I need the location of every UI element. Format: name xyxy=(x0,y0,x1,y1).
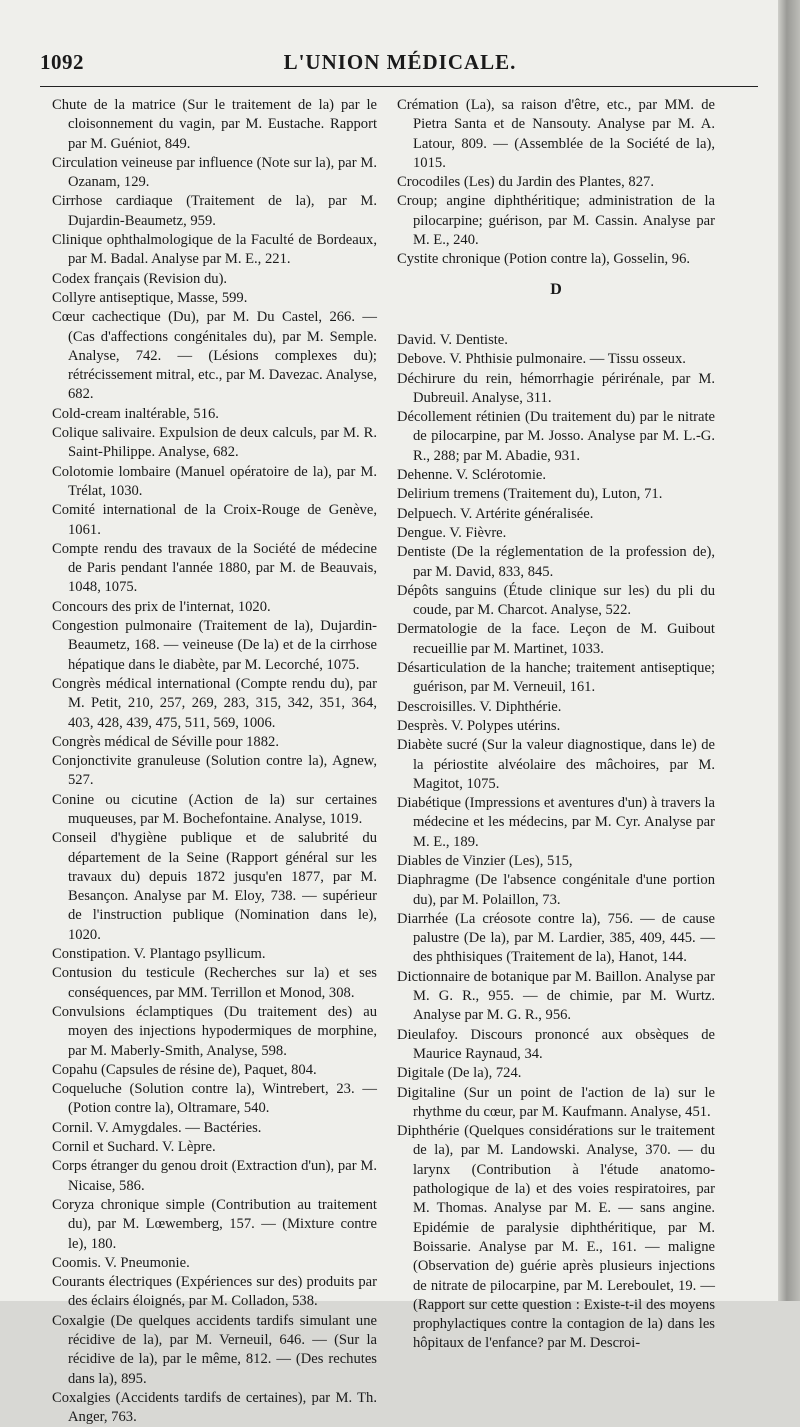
index-entry: Colique salivaire. Expulsion de deux calculs, par M. R. Saint-Philippe. Analyse, 682. xyxy=(52,425,377,461)
index-entry: Chute de la matrice (Sur le traitement de la) par le cloisonnement du vagin, par M. Eustache. Rapport par M. Guéniot, 849. xyxy=(52,97,377,152)
index-entry: Dépôts sanguins (Étude clinique sur les) du pli du coude, par M. Charcot. Analyse, 522. xyxy=(397,582,715,619)
index-entry: Delirium tremens (Traitement du), Luton, 71. xyxy=(397,486,663,503)
index-entry: Concours des prix de l'internat, 1020. xyxy=(52,598,271,615)
index-entry: Congrès médical international (Compte rendu du), par M. Petit, 210, 257, 269, 283, 315, 342, 351, 364, 403, 428, 439, 475, 511, 569, 1006. xyxy=(52,675,377,731)
index-entry: Circulation veineuse par influence (Note sur la), par M. Ozanam, 129. xyxy=(52,154,377,191)
index-entry: Dehenne. V. Sclérotomie. xyxy=(397,467,547,484)
index-entry: Dieulafoy. Discours prononcé aux obsèques de Maurice Raynaud, 34. xyxy=(397,1026,715,1062)
index-entry: Compte rendu des travaux de la Société de médecine de Paris pendant l'année 1880, par M. de Beauvais, 1048, 1075. xyxy=(52,540,377,596)
index-entry: Crocodiles (Les) du Jardin des Plantes, 827. xyxy=(397,174,654,191)
index-entry: Courants électriques (Expériences sur des) produits par des éclairs éloignés, par M. Colladon, 538. xyxy=(52,1274,377,1310)
index-entry: Conine ou cicutine (Action de la) sur certaines muqueuses, par M. Bochefontaine. Analyse, 1019. xyxy=(52,791,377,827)
index-entry: Congestion pulmonaire (Traitement de la), Dujardin-Beaumetz, 168. — veineuse (De la) et de la cirrhose hépatique dans le diabète, par M. Lecorché, 1075. xyxy=(52,618,377,673)
index-entry: Diphthérie (Quelques considérations sur le traitement de la), par M. Landowski. Analyse, 370. — du larynx (Contribution à l'étude anatomo-pathologique de la) et des voies respiratoires, par M. Thomas. Analyse par M. E. — sans angine. Epidémie de paralysie diphthéritique, par M. Boissarie. Analyse par M. E., 161. — maligne (Observation de) guérie après plusieurs injections de nitrate de pilocarpine, par M. Lereboulet, 19. — (Rapport sur cette question : Existe-t-il des moyens prophylactiques contre la contagion de la) dans les hôpitaux de l'enfance? par M. Descroi- xyxy=(397,1123,715,1352)
index-entry: Coxalgie (De quelques accidents tardifs simulant une récidive de la), par M. Verneuil, 646. — (Sur la récidive de la), par le même, 812. — (Des rechutes dans la), 895. xyxy=(52,1312,377,1387)
index-entry: Digitale (De la), 724. xyxy=(397,1065,522,1082)
index-entry: Diaphragme (De l'absence congénitale d'une portion du), par M. Polaillon, 73. xyxy=(397,872,715,908)
right-column xyxy=(397,96,715,1354)
index-entry: Contusion du testicule (Recherches sur la) et ses conséquences, par MM. Terrillon et Monod, 308. xyxy=(52,965,377,1001)
index-entry: Coomis. V. Pneumonie. xyxy=(52,1254,190,1271)
index-entry: Dictionnaire de botanique par M. Baillon. Analyse par M. G. R., 955. — de chimie, par M. Wurtz. Analyse par M. G. R., 956. xyxy=(397,968,715,1024)
index-entry: Diabétique (Impressions et aventures d'un) à travers la médecine et les médecins, par M. Cyr. Analyse par M. E., 189. xyxy=(397,795,715,850)
index-entry: Digitaline (Sur un point de l'action de la) sur le rhythme du cœur, par M. Kaufmann. Analyse, 451. xyxy=(397,1084,715,1120)
index-entry: Descroisilles. V. Diphthérie. xyxy=(397,698,562,715)
index-entry: Conjonctivite granuleuse (Solution contre la), Agnew, 527. xyxy=(52,753,377,789)
index-entry: Désarticulation de la hanche; traitement antiseptique; guérison, par M. Verneuil, 161. xyxy=(397,660,715,696)
index-entry: Diables de Vinzier (Les), 515, xyxy=(397,852,573,869)
index-entry: Déchirure du rein, hémorrhagie périrénale, par M. Dubreuil. Analyse, 311. xyxy=(397,370,715,406)
right-column-top xyxy=(397,96,715,270)
index-entry: Clinique ophthalmologique de la Faculté de Bordeaux, par M. Badal. Analyse par M. E., 221. xyxy=(52,232,377,268)
index-entry: Coryza chronique simple (Contribution au traitement du), par M. Lœwemberg, 157. — (Mixture contre le), 180. xyxy=(52,1196,377,1252)
index-entry: Delpuech. V. Artérite généralisée. xyxy=(397,505,594,522)
index-entry: Copahu (Capsules de résine de), Paquet, 804. xyxy=(52,1061,317,1078)
index-entry: Cornil. V. Amygdales. — Bactéries. xyxy=(52,1119,262,1136)
index-entry: David. V. Dentiste. xyxy=(397,331,508,348)
left-column xyxy=(52,96,377,1427)
index-entry: Desprès. V. Polypes utérins. xyxy=(397,717,561,734)
index-entry: Cystite chronique (Potion contre la), Gosselin, 96. xyxy=(397,251,691,268)
index-entry: Convulsions éclamptiques (Du traitement des) au moyen des injections hypodermiques de morphine, par M. Maberly-Smith, Analyse, 598. xyxy=(52,1003,377,1059)
index-entry: Cœur cachectique (Du), par M. Du Castel, 266. — (Cas d'affections congénitales du), par M. Semple. Analyse, 742. — (Lésions complexes du); rétrécissement mitral, etc., par M. Davezac. Analyse, 682. xyxy=(52,309,377,403)
index-entry: Croup; angine diphthéritique; administration de la pilocarpine; guérison, par M. Cassin. Analyse par M. E., 240. xyxy=(397,193,715,249)
index-entry: Codex français (Revision du). xyxy=(52,270,228,287)
index-entry: Colotomie lombaire (Manuel opératoire de la), par M. Trélat, 1030. xyxy=(52,463,377,499)
header-rule xyxy=(40,86,758,87)
running-title: L'UNION MÉDICALE. xyxy=(283,50,517,74)
index-entry: Comité international de la Croix-Rouge de Genève, 1061. xyxy=(52,502,377,538)
index-entry: Coxalgies (Accidents tardifs de certaines), par M. Th. Anger, 763. xyxy=(52,1389,377,1426)
index-entry: Diarrhée (La créosote contre la), 756. — de cause palustre (De la), par M. Lardier, 385, 409, 445. — des phthisiques (Traitement de la), Hanot, 144. xyxy=(397,910,715,966)
index-entry: Dengue. V. Fièvre. xyxy=(397,524,507,541)
index-entry: Cornil et Suchard. V. Lèpre. xyxy=(52,1139,216,1156)
index-entry: Diabète sucré (Sur la valeur diagnostique, dans le) de la périostite alvéolaire des mâchoires, par M. Magitot, 1075. xyxy=(397,737,715,792)
index-entry: Corps étranger du genou droit (Extraction d'un), par M. Nicaise, 586. xyxy=(52,1158,377,1194)
index-entry: Dentiste (De la réglementation de la profession de), par M. David, 833, 845. xyxy=(397,544,715,580)
index-entry: Décollement rétinien (Du traitement du) par le nitrate de pilocarpine, par M. Josso. Analyse par M. L.-G. R., 288; par M. Abadie, 931. xyxy=(397,409,715,464)
index-entry: Conseil d'hygiène publique et de salubrité du département de la Seine (Rapport général sur les travaux du) depuis 1872 jusqu'en 1877, par M. Besançon. Analyse par M. Eloy, 738. — supérieur de l'instruction publique (Nomination dans le), 1020. xyxy=(52,830,377,943)
index-entry: Coqueluche (Solution contre la), Wintrebert, 23. — (Potion contre la), Oltramare, 540. xyxy=(52,1081,377,1117)
index-entry: Debove. V. Phthisie pulmonaire. — Tissu osseux. xyxy=(397,351,686,368)
index-entry: Cirrhose cardiaque (Traitement de la), par M. Dujardin-Beaumetz, 959. xyxy=(52,193,377,229)
index-entry: Crémation (La), sa raison d'être, etc., par MM. de Pietra Santa et de Nansouty. Analyse par M. A. Latour, 809. — (Assemblée de la Société de la), 1015. xyxy=(397,97,715,171)
page-number: 1092 xyxy=(40,50,84,74)
index-entry: Congrès médical de Séville pour 1882. xyxy=(52,733,279,750)
page-edge xyxy=(778,0,800,1301)
section-letter: D xyxy=(550,280,562,298)
right-column-bottom xyxy=(397,331,715,1354)
index-entry: Dermatologie de la face. Leçon de M. Guibout recueillie par M. Martinet, 1033. xyxy=(397,621,715,657)
index-entry: Cold-cream inaltérable, 516. xyxy=(52,405,219,422)
index-entry: Constipation. V. Plantago psyllicum. xyxy=(52,946,266,963)
index-entry: Collyre antiseptique, Masse, 599. xyxy=(52,289,248,306)
page-header xyxy=(40,50,760,80)
